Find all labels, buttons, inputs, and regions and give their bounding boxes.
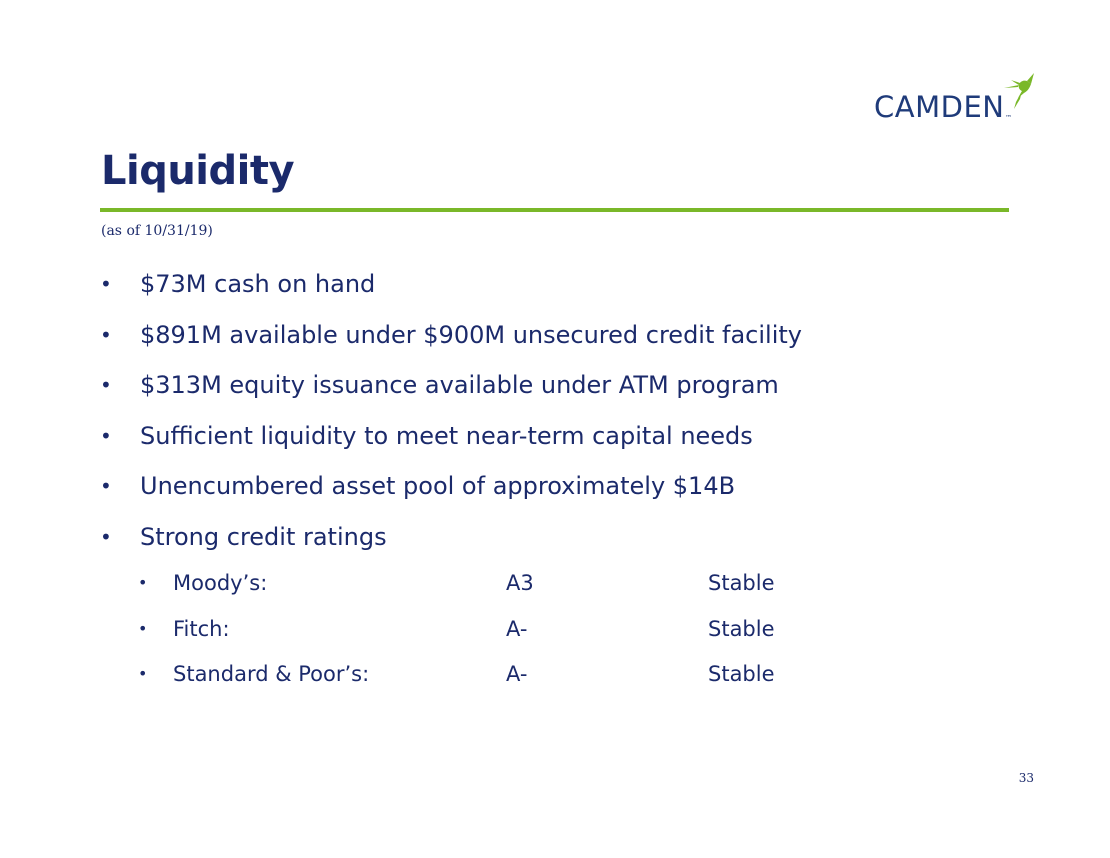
bullet-text: Sufficient liquidity to meet near-term capital needs (140, 421, 753, 450)
bullet-dot: • (100, 272, 112, 296)
rating-agency: Standard & Poor’s: (173, 662, 370, 686)
rating-grade: A- (506, 662, 528, 686)
bullet-dot: • (138, 573, 148, 592)
bullet-dot: • (100, 423, 112, 448)
page-number: 33 (1018, 771, 1034, 785)
bullet-dot: • (100, 474, 112, 498)
bullet-text: $891M available under $900M unsecured credit facility (140, 320, 802, 349)
rating-grade: A3 (506, 571, 534, 595)
page-title: Liquidity (101, 148, 295, 194)
logo-trademark: ™ (1005, 114, 1012, 122)
bullet-dot: • (100, 524, 112, 549)
camden-logo (874, 72, 1036, 128)
rating-grade: A- (506, 616, 528, 641)
bullet-text: Strong credit ratings (140, 522, 387, 551)
bullet-dot: • (138, 664, 148, 683)
logo-wordmark: CAMDEN (874, 90, 1005, 124)
rating-outlook: Stable (708, 616, 775, 641)
rating-agency: Fitch: (173, 616, 230, 641)
title-divider (100, 208, 1009, 212)
hummingbird-icon (1000, 72, 1036, 110)
rating-outlook: Stable (708, 662, 775, 686)
bullet-dot: • (100, 322, 112, 347)
as-of-date: (as of 10/31/19) (101, 223, 213, 239)
bullet-text: $73M cash on hand (140, 270, 376, 298)
bullet-text: Unencumbered asset pool of approximately $14B (140, 472, 736, 500)
bullet-dot: • (100, 373, 112, 397)
bullet-dot: • (138, 618, 148, 638)
rating-agency: Moody’s: (173, 571, 268, 595)
bullet-text: $313M equity issuance available under ATM program (140, 371, 779, 399)
rating-outlook: Stable (708, 571, 775, 595)
